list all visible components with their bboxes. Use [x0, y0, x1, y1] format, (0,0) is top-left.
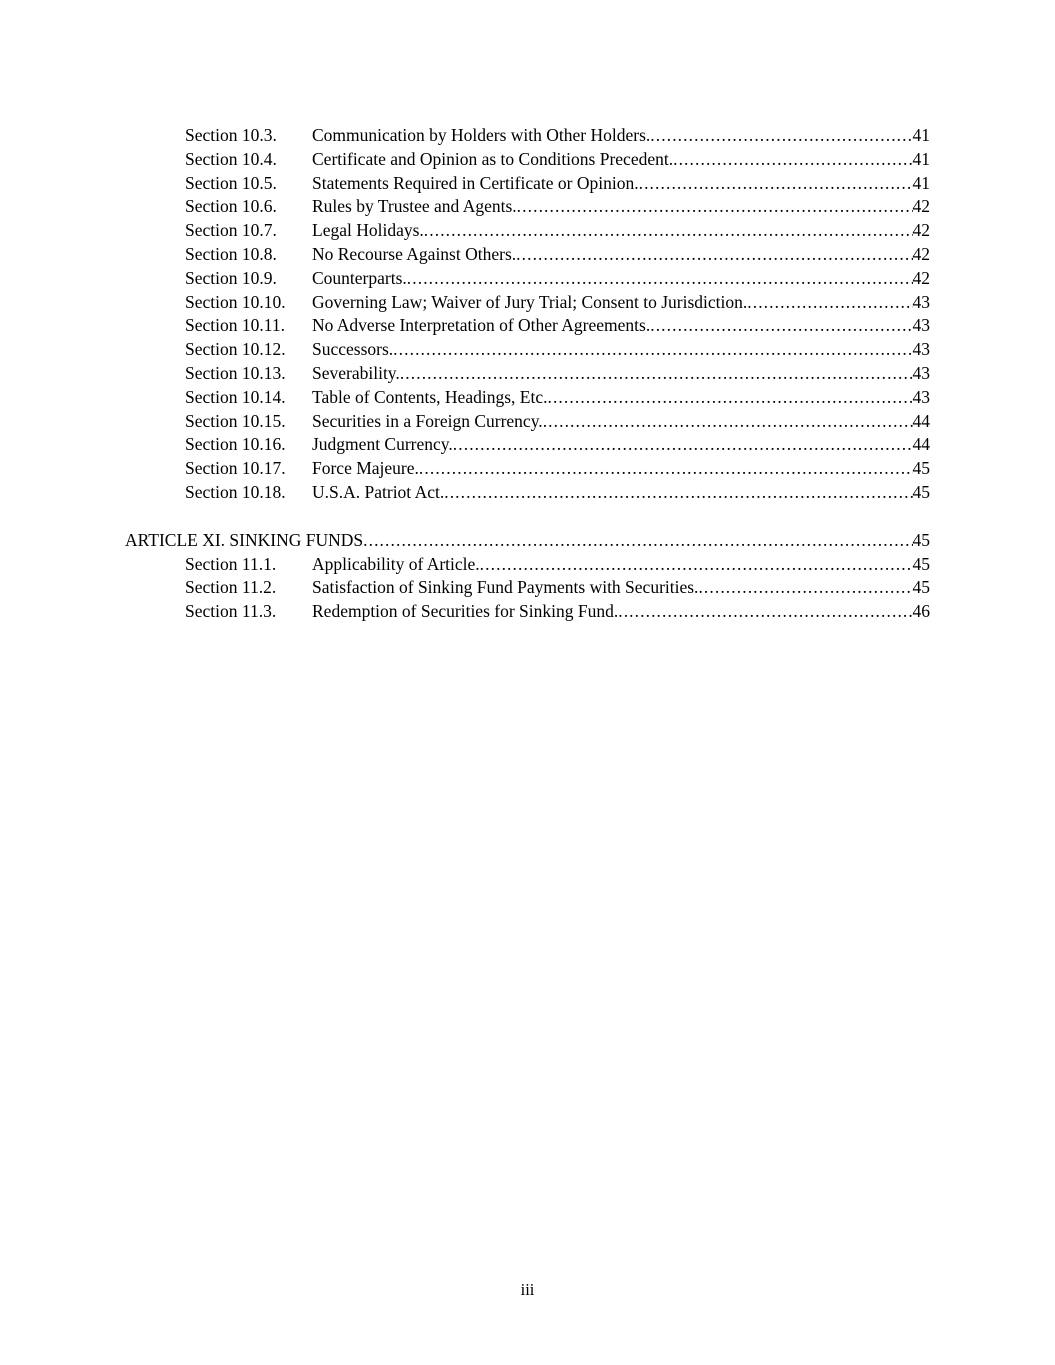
toc-entry-label: Section 10.5. — [185, 172, 277, 193]
toc-entry-title: No Recourse Against Others. — [312, 243, 517, 264]
page-number: iii — [520, 1280, 535, 1299]
toc-entry-label: Section 11.1. — [185, 553, 277, 574]
toc-entry-title: No Adverse Interpretation of Other Agreements. — [312, 315, 651, 336]
toc-section-entry — [125, 576, 930, 600]
toc-dot-leader — [363, 529, 912, 553]
toc-entry-page-number: 44 — [912, 434, 930, 455]
toc-entry-label: Section 10.16. — [185, 434, 286, 455]
toc-entry-page-number: 43 — [912, 362, 930, 383]
toc-entry-label: Section 10.7. — [185, 220, 277, 241]
toc-dot-leader — [444, 481, 912, 505]
toc-section-entry — [125, 553, 930, 577]
toc-entry-label: Section 10.4. — [185, 148, 277, 169]
toc-entry-title: Table of Contents, Headings, Etc. — [312, 386, 548, 407]
toc-entry-page-number: 45 — [912, 458, 930, 479]
toc-section-entry — [125, 267, 930, 291]
table-of-contents — [125, 124, 930, 624]
toc-entry-page-number: 42 — [912, 243, 930, 264]
toc-entry-page-number: 42 — [912, 220, 930, 241]
toc-entry-title: Satisfaction of Sinking Fund Payments with Securities. — [312, 577, 699, 598]
toc-dot-leader — [424, 219, 913, 243]
toc-entry-title: Force Majeure. — [312, 458, 419, 479]
toc-dot-leader — [516, 243, 912, 267]
toc-entry-label: Section 10.6. — [185, 196, 277, 217]
toc-entry-page-number: 43 — [912, 291, 930, 312]
toc-entry-title: Rules by Trustee and Agents. — [312, 196, 517, 217]
toc-section-entry — [125, 600, 930, 624]
toc-entry-label: Section 10.13. — [185, 362, 286, 383]
toc-section-entry — [125, 124, 930, 148]
toc-dot-leader — [650, 124, 912, 148]
toc-dot-leader — [650, 314, 912, 338]
toc-dot-leader — [673, 148, 912, 172]
toc-entry-label: Section 10.9. — [185, 267, 277, 288]
toc-entry-page-number: 42 — [912, 267, 930, 288]
toc-entry-label: Section 10.10. — [185, 291, 286, 312]
toc-entry-page-number: 41 — [912, 125, 930, 145]
toc-entry-label: Section 11.2. — [185, 577, 277, 598]
toc-entry-title: Redemption of Securities for Sinking Fund. — [312, 601, 619, 622]
toc-entry-label: Section 10.17. — [185, 458, 286, 479]
toc-section-entry — [125, 338, 930, 362]
toc-dot-leader — [747, 291, 912, 315]
toc-entry-label: Section 10.18. — [185, 481, 286, 502]
toc-section-entry — [125, 291, 930, 315]
toc-entry-title: Governing Law; Waiver of Jury Trial; Consent to Jurisdiction. — [312, 291, 748, 312]
toc-entry-label: Section 11.3. — [185, 601, 277, 622]
toc-dot-leader — [639, 172, 913, 196]
toc-entry-page-number: 45 — [912, 577, 930, 598]
toc-dot-leader — [517, 195, 913, 219]
toc-entry-page-number: 46 — [912, 601, 930, 622]
toc-dot-leader — [698, 576, 912, 600]
toc-article-entry — [125, 529, 930, 553]
toc-dot-leader — [547, 386, 912, 410]
toc-section-entry — [125, 457, 930, 481]
toc-entry-page-number: 44 — [912, 410, 930, 431]
toc-entry-page-number: 43 — [912, 339, 930, 360]
toc-section-entry — [125, 148, 930, 172]
toc-section-entry — [125, 314, 930, 338]
toc-entry-page-number: 43 — [912, 386, 930, 407]
toc-section-entry — [125, 243, 930, 267]
toc-entry-title: Applicability of Article. — [312, 553, 480, 574]
toc-entry-title: Statements Required in Certificate or Opinion. — [312, 172, 639, 193]
toc-dot-leader — [419, 457, 913, 481]
toc-entry-title: Securities in a Foreign Currency. — [312, 410, 543, 431]
toc-entry-page-number: 45 — [912, 481, 930, 502]
toc-entry-title: Certificate and Opinion as to Conditions Precedent. — [312, 148, 674, 169]
toc-entry-title: Legal Holidays. — [312, 220, 424, 241]
toc-entry-label: Section 10.14. — [185, 386, 286, 407]
toc-entry-title: Successors. — [312, 339, 394, 360]
toc-entry-title: Counterparts. — [312, 267, 407, 288]
toc-section-entry — [125, 433, 930, 457]
toc-dot-leader — [407, 267, 913, 291]
toc-entry-label: Section 10.8. — [185, 243, 277, 264]
toc-entry-page-number: 45 — [912, 553, 930, 574]
toc-dot-leader — [453, 433, 913, 457]
toc-section-entry — [125, 410, 930, 434]
toc-entry-page-number: 42 — [912, 196, 930, 217]
page-footer — [0, 1280, 1055, 1300]
toc-entry-page-number: 41 — [912, 148, 930, 169]
toc-entry-page-number: 45 — [912, 529, 930, 550]
toc-entry-title: ARTICLE XI. SINKING FUNDS — [125, 529, 364, 550]
toc-section-entry — [125, 362, 930, 386]
toc-entry-title: Judgment Currency. — [312, 434, 453, 455]
toc-dot-leader — [400, 362, 913, 386]
toc-entry-label: Section 10.3. — [185, 125, 277, 145]
toc-dot-leader — [543, 410, 913, 434]
toc-dot-leader — [393, 338, 912, 362]
toc-entry-page-number: 43 — [912, 315, 930, 336]
toc-entry-label: Section 10.15. — [185, 410, 286, 431]
toc-section-entry — [125, 481, 930, 505]
toc-entry-label: Section 10.12. — [185, 339, 286, 360]
toc-entry-title: Severability. — [312, 362, 400, 383]
toc-entry-title: U.S.A. Patriot Act. — [312, 481, 445, 502]
toc-dot-leader — [480, 553, 913, 577]
toc-section-entry — [125, 219, 930, 243]
toc-section-entry — [125, 386, 930, 410]
toc-section-entry — [125, 172, 930, 196]
toc-entry-label: Section 10.11. — [185, 315, 285, 336]
toc-entry-page-number: 41 — [912, 172, 930, 193]
toc-dot-leader — [618, 600, 912, 624]
toc-section-entry — [125, 195, 930, 219]
toc-spacer — [125, 505, 930, 529]
toc-entry-title: Communication by Holders with Other Holders. — [312, 125, 651, 145]
